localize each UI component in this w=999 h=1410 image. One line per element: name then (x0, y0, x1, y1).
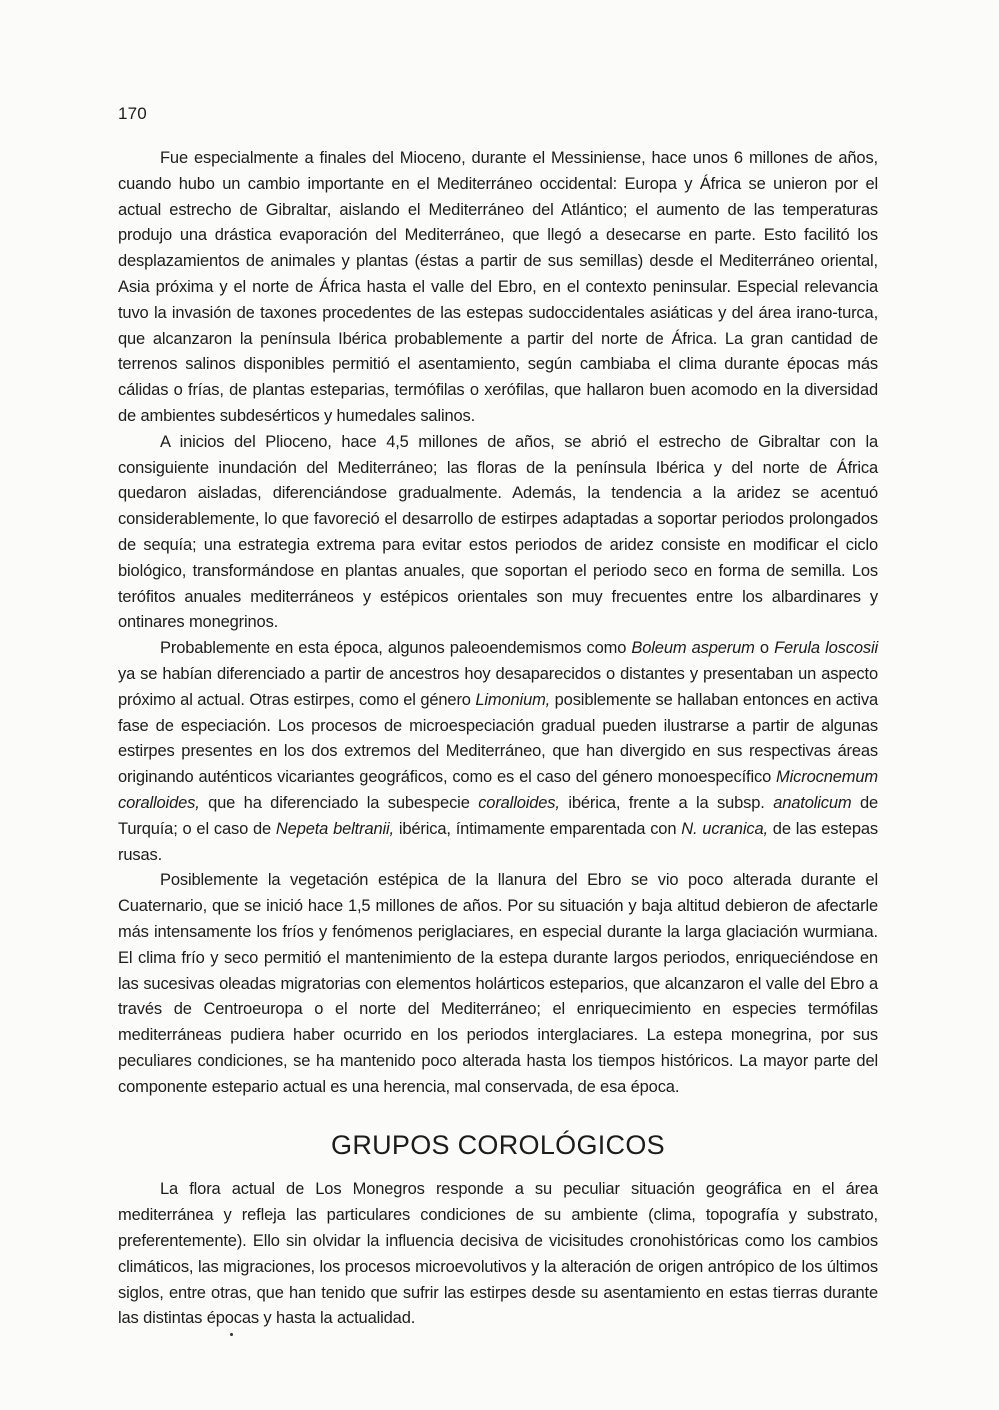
taxon-name: Microcnemum coralloides, (118, 768, 878, 812)
taxon-name: Nepeta beltranii, (275, 819, 394, 838)
text-run: ya se habían diferenciado a partir de ancestros hoy desaparecidos o distantes y presentaban un aspecto próximo al actual. Otras estirpes, como el género (118, 664, 878, 709)
section-title: GRUPOS COROLÓGICOS (331, 1130, 665, 1161)
taxon-name: Boleum asperum (631, 639, 755, 658)
scan-speck (230, 1333, 233, 1336)
text-run: Probablemente en esta época, algunos paleoendemismos como (160, 639, 632, 658)
taxon-name: coralloides, (478, 793, 560, 812)
text-run: o (754, 639, 775, 658)
taxon-name: N. ucranica, (681, 819, 768, 838)
taxon-name: Limonium, (475, 690, 551, 709)
text-run: ibérica, frente a la subsp. (559, 793, 774, 812)
body-text (118, 146, 878, 1332)
text-run: ibérica, íntimamente emparentada con (393, 819, 682, 838)
text-run: posiblemente se hallaban entonces en activa fase de especiación. Los procesos de microespeciación gradual pueden ilustrarse a partir de algunas estirpes presentes en los dos extremos del Mediterráneo, que han divergido en sus respectivas áreas originando auténticos vicariantes geográficos, como es el caso del género monoespecífico (118, 690, 878, 787)
paragraph-pliocene: A inicios del Plioceno, hace 4,5 millones de años, se abrió el estrecho de Gibraltar con la consiguiente inundación del Mediterráneo; las floras de la península Ibérica y del norte de África quedaron aisladas, diferenciándose gradualmente. Además, la tendencia a la aridez se acentuó considerablemente, lo que favoreció el desarrollo de estirpes adaptadas a soportar periodos prolongados de sequía; una estrategia extrema para evitar estos periodos de aridez consiste en modificar el ciclo biológico, transformándose en plantas anuales, que soportan el periodo seco en forma de semilla. Los terófitos anuales mediterráneos y estépicos orientales son muy frecuentes entre los albardinares y ontinares monegrinos. (118, 432, 878, 632)
paragraph-paleoendemisms (118, 636, 878, 868)
text-run: de las estepas rusas. (118, 819, 878, 864)
taxon-name: Ferula loscosii (774, 639, 878, 658)
page-number: 170 (118, 104, 147, 123)
text-run: que ha diferenciado la subespecie (199, 793, 479, 812)
paragraph-quaternary: Posiblemente la vegetación estépica de la llanura del Ebro se vio poco alterada durante el Cuaternario, que se inició hace 1,5 millones de años. Por su situación y baja altitud debieron de afectarle más intensamente los fríos y fenómenos periglaciares, en especial durante la larga glaciación wurmiana. El clima frío y seco permitió el mantenimiento de la estepa durante largos periodos, enriqueciéndose en las sucesivas oleadas migratorias con elementos holárticos esteparios, que alcanzaron el valle del Ebro a través de Centroeuropa o el norte del Mediterráneo; el enriquecimiento en especies termófilas mediterráneas pudiera haber ocurrido en los periodos interglaciares. La estepa monegrina, por sus peculiares condiciones, se ha mantenido poco alterada hasta los tiempos históricos. La mayor parte del componente estepario actual es una herencia, mal conservada, de esa época. (118, 871, 878, 1096)
taxon-name: anatolicum (773, 793, 852, 812)
paragraph-chorological: La flora actual de Los Monegros responde a su peculiar situación geográfica en el área mediterránea y refleja las particulares condiciones de su ambiente (clima, topografía y substrato, preferentemente). Ello sin olvidar la influencia decisiva de vicisitudes cronohistóricas como los cambios climáticos, las migraciones, los procesos microevolutivos y la alteración de origen antrópico de los últimos siglos, entre otras, que han tenido que sufrir las estirpes desde su asentamiento en estas tierras durante las distintas épocas y hasta la actualidad. (118, 1180, 878, 1328)
paragraph-miocene: Fue especialmente a finales del Mioceno, durante el Messiniense, hace unos 6 millones de años, cuando hubo un cambio importante en el Mediterráneo occidental: Europa y África se unieron por el actual estrecho de Gibraltar, aislando el Mediterráneo del Atlántico; el aumento de las temperaturas produjo una drástica evaporación del Mediterráneo, que llegó a desecarse en parte. Esto facilitó los desplazamientos de animales y plantas (éstas a partir de sus semillas) desde el Mediterráneo oriental, Asia próxima y el norte de África hasta el valle del Ebro, en el contexto peninsular. Especial relevancia tuvo la invasión de taxones procedentes de las estepas sudoccidentales asiáticas y del área irano-turca, que alcanzaron la península Ibérica probablemente a partir del norte de África. La gran cantidad de terrenos salinos disponibles permitió el asentamiento, según cambiaba el clima durante épocas más cálidas o frías, de plantas esteparias, termófilas o xerófilas, que hallaron buen acomodo en la diversidad de ambientes subdesérticos y humedales salinos. (118, 149, 878, 425)
text-run: de Turquía; o el caso de (118, 793, 878, 838)
